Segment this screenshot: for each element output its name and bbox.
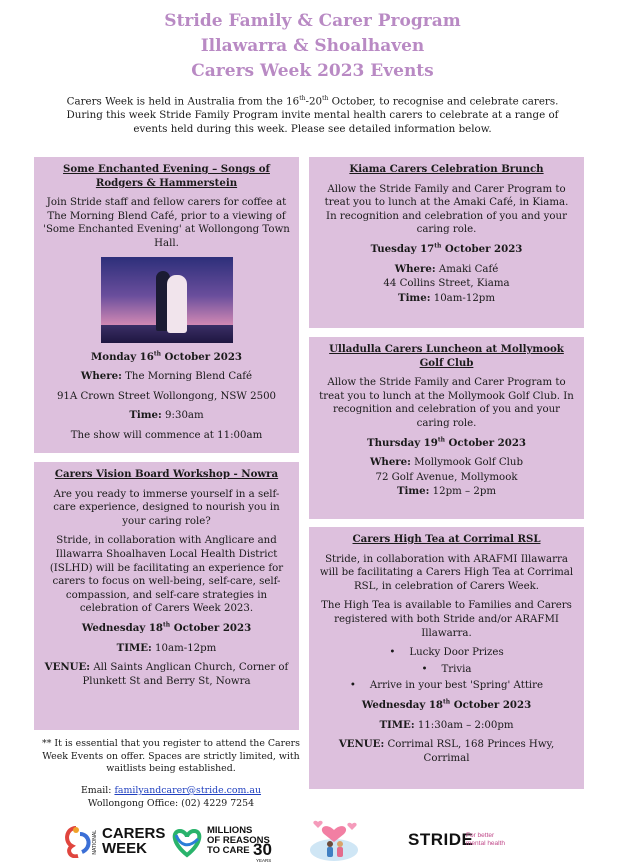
event-address: 72 Golf Avenue, Mollymook (375, 471, 518, 483)
email-label: Email: (80, 785, 115, 796)
contact-details (36, 785, 306, 810)
event-venue: VENUE: Corrimal RSL, 168 Princes Hwy, Corrimal (338, 738, 555, 764)
event-description-1: Are you ready to immerse yourself in a self-care experience, designed to nourish you in your caring role? (53, 488, 280, 527)
event-description: Allow the Stride Family and Carer Program to treat you to lunch at the Mollymook Golf Club. In recognition and celebration of you and your caring role. (319, 377, 574, 429)
event-description-2: Stride, in collaboration with Anglicare and Illawarra Shoalhaven Local Health District (ISLHD) will be facilitating an experience for carers to focus on well-being, self-care, self-compassion, and self-care strategies in celebration of Carers Week 2023. (49, 535, 284, 615)
event-title: Kiama Carers Celebration Brunch (349, 163, 544, 175)
title-line-3: Carers Week 2023 Events (191, 61, 434, 81)
event-time: TIME: 11:30am – 2:00pm (379, 718, 514, 731)
event-time: TIME: 10am-12pm (116, 641, 217, 654)
stride-logo: STRIDE For better mental health (408, 830, 506, 849)
event-venue: VENUE: All Saints Anglican Church, Corner of Plunkett St and Berry St, Nowra (44, 661, 289, 687)
event-title: Some Enchanted Evening – Songs of Rodgers & Hammerstein (63, 163, 270, 189)
event-date: Monday 16th October 2023 (91, 350, 242, 363)
event-time: Time: 10am-12pm (397, 291, 495, 304)
event-time: Time: 12pm – 2pm (396, 485, 497, 498)
carers-week-emblem-icon (62, 824, 94, 858)
event-where: Where: Amaki Café (394, 262, 499, 275)
intro-paragraph: Carers Week is held in Australia from the 16th-20th October, to recognise and celebrate carers. During this week Stride Family Program invite mental health carers to celebrate at a range of events held during this week. Please see detailed information below. (66, 95, 559, 136)
event-address: 91A Crown Street Wollongong, NSW 2500 (56, 390, 277, 402)
event-description: Join Stride staff and fellow carers for coffee at The Morning Blend Café, prior to a viewing of 'Some Enchanted Evening' at Wollongong Town Hall. (43, 197, 290, 249)
email-link[interactable]: familyandcarer@stride.com.au (114, 785, 262, 796)
list-item: • Trivia (318, 663, 575, 677)
event-where: Where: The Morning Blend Café (80, 370, 253, 383)
show-photo (101, 257, 233, 343)
carers-week-logo: NATIONAL CARERS WEEK (62, 822, 167, 862)
event-date: Thursday 19th October 2023 (366, 436, 526, 449)
title-line-1: Stride Family & Carer Program (164, 11, 461, 31)
office-phone: Wollongong Office: (02) 4229 7254 (87, 797, 255, 809)
event-date: Wednesday 18th October 2023 (81, 621, 252, 634)
carer-hearts-illustration (304, 816, 364, 862)
event-card-vision-board (34, 462, 299, 730)
event-card-ulladulla (309, 337, 584, 519)
event-description-2: The High Tea is available to Families and Carers registered with both Stride and/or ARAFMI Illawarra. (321, 600, 572, 639)
sponsor-logos (0, 816, 625, 863)
event-description: Allow the Stride Family and Carer Program to treat you to lunch at the Amaki Café, in Kiama. In recognition and celebration of you and your caring role. (324, 183, 569, 236)
event-time: Time: 9:30am (129, 409, 204, 422)
event-description-1: Stride, in collaboration with ARAFMI Illawarra will be facilitating a Carers High Tea at Corrimal RSL, in celebration of Carers Week. (319, 553, 574, 592)
title-line-2: Illawarra & Shoalhaven (200, 36, 425, 56)
event-title: Ulladulla Carers Luncheon at Mollymook Golf Club (329, 343, 564, 369)
event-perks-list (318, 646, 575, 693)
event-note: The show will commence at 11:00am (70, 429, 263, 441)
list-item: • Arrive in your best 'Spring' Attire (318, 679, 575, 693)
event-card-enchanted-evening (34, 157, 299, 453)
millions-of-reasons-logo: MILLIONS OF REASONS TO CARE 30 YEARS (170, 822, 280, 862)
event-title: Carers Vision Board Workshop - Nowra (54, 468, 279, 480)
event-date: Wednesday 18th October 2023 (361, 698, 532, 711)
event-title: Carers High Tea at Corrimal RSL (352, 533, 541, 545)
hearts-illustration-icon (304, 816, 364, 862)
registration-note: ** It is essential that you register to attend the Carers Week Events on offer. Spaces are strictly limited, with waitlists being established. (42, 738, 300, 774)
event-where: Where: Mollymook Golf Club (369, 456, 524, 469)
event-address: 44 Collins Street, Kiama (383, 278, 510, 290)
list-item: • Lucky Door Prizes (318, 646, 575, 660)
heart-ribbon-icon (170, 825, 204, 859)
event-date: Tuesday 17th October 2023 (370, 242, 523, 255)
event-card-kiama (309, 157, 584, 328)
event-card-high-tea (309, 527, 584, 789)
